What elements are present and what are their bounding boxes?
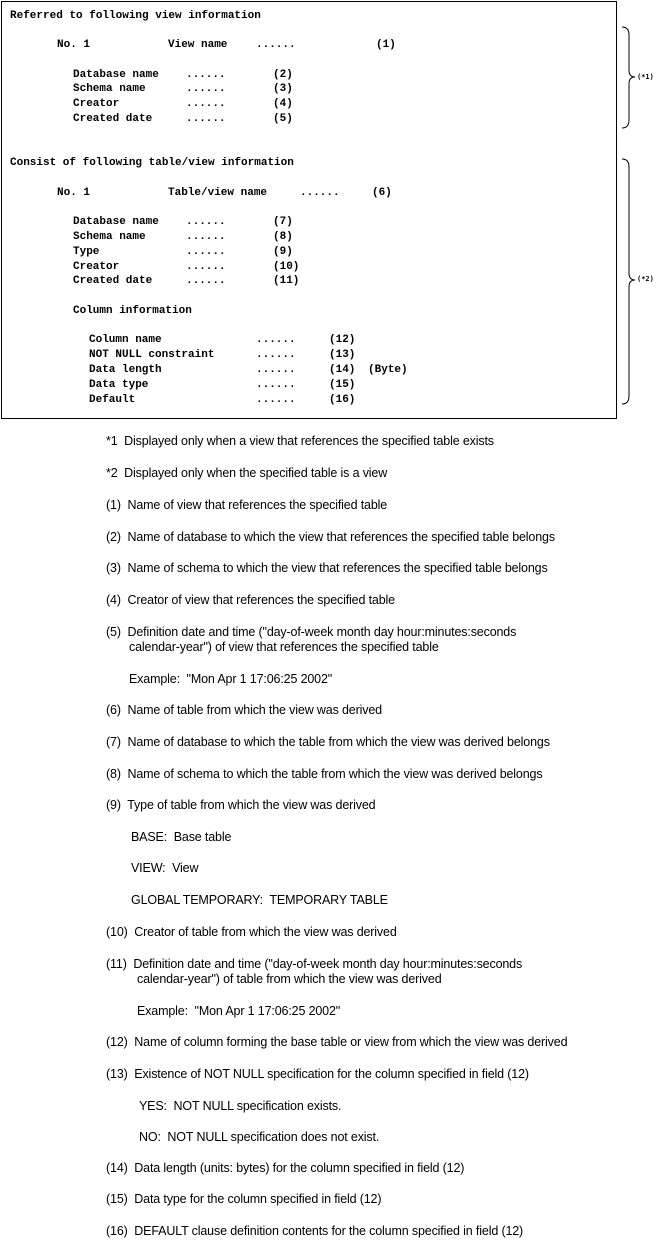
note-1: *1 Displayed only when a view that references the specified table exists	[106, 434, 494, 448]
column-field-dots: ......	[256, 379, 296, 391]
column-field-label: Default	[89, 394, 136, 406]
column-field-dots: ......	[256, 349, 296, 361]
column-field-dots: ......	[256, 394, 296, 406]
view-name-label: View name	[168, 39, 228, 51]
table-field-label: Type	[73, 246, 100, 258]
desc-5-example: Example: "Mon Apr 1 17:06:25 2002"	[129, 672, 333, 686]
view-field-dots: ......	[186, 98, 226, 110]
table-name-dots: ......	[300, 187, 340, 199]
column-info-heading: Column information	[73, 305, 192, 317]
column-field-label: Data length	[89, 364, 162, 376]
table-field-label: Schema name	[73, 231, 146, 243]
view-info-heading: Referred to following view information	[10, 10, 261, 22]
view-number: No. 1	[57, 39, 91, 51]
column-field-label: Data type	[89, 379, 149, 391]
desc-14: (14) Data length (units: bytes) for the column specified in field (12)	[106, 1161, 465, 1175]
column-field-label: NOT NULL constraint	[89, 349, 215, 361]
desc-11-example: Example: "Mon Apr 1 17:06:25 2002"	[137, 1004, 341, 1018]
column-field-label: Column name	[89, 334, 162, 346]
desc-1: (1) Name of view that references the specified table	[106, 498, 388, 512]
view-field-ref: (3)	[273, 83, 293, 95]
view-field-dots: ......	[186, 113, 226, 125]
column-field-ref: (15)	[329, 379, 356, 391]
column-field-ref: (13)	[329, 349, 356, 361]
column-field-dots: ......	[256, 334, 296, 346]
table-field-ref: (11)	[273, 275, 300, 287]
desc-11-cont: calendar-year") of table from which the view was derived	[137, 972, 442, 986]
table-name-label: Table/view name	[168, 187, 268, 199]
type-global-temporary: GLOBAL TEMPORARY: TEMPORARY TABLE	[131, 893, 388, 907]
view-field-dots: ......	[186, 83, 226, 95]
view-field-label: Created date	[73, 113, 153, 125]
column-field-unit: (Byte)	[368, 364, 408, 376]
note-2: *2 Displayed only when the specified table is a view	[106, 466, 388, 480]
table-field-dots: ......	[186, 216, 226, 228]
table-field-dots: ......	[186, 246, 226, 258]
table-number: No. 1	[57, 187, 91, 199]
table-field-ref: (10)	[273, 261, 300, 273]
table-field-ref: (8)	[273, 231, 293, 243]
brace-1-label: (*1)	[637, 73, 654, 81]
table-field-label: Database name	[73, 216, 159, 228]
desc-15: (15) Data type for the column specified in field (12)	[106, 1192, 382, 1206]
type-view: VIEW: View	[131, 861, 199, 875]
desc-11: (11) Definition date and time ("day-of-week month day hour:minutes:seconds	[106, 957, 523, 971]
brace-2-label: (*2)	[637, 275, 654, 283]
desc-13: (13) Existence of NOT NULL specification for the column specified in field (12)	[106, 1067, 529, 1081]
type-base: BASE: Base table	[131, 830, 232, 844]
brace-1	[620, 26, 636, 130]
view-field-dots: ......	[186, 69, 226, 81]
desc-16: (16) DEFAULT clause definition contents for the column specified in field (12)	[106, 1224, 524, 1238]
table-field-label: Creator	[73, 261, 120, 273]
table-field-dots: ......	[186, 231, 226, 243]
desc-10: (10) Creator of table from which the view was derived	[106, 925, 397, 939]
desc-5-cont: calendar-year") of view that references the specified table	[129, 640, 439, 654]
table-field-ref: (9)	[273, 246, 293, 258]
desc-3: (3) Name of schema to which the view that references the specified table belongs	[106, 561, 548, 575]
column-field-ref: (16)	[329, 394, 356, 406]
view-field-label: Creator	[73, 98, 120, 110]
view-field-ref: (2)	[273, 69, 293, 81]
desc-7: (7) Name of database to which the table from which the view was derived belongs	[106, 735, 550, 749]
desc-9: (9) Type of table from which the view was derived	[106, 798, 376, 812]
null-yes: YES: NOT NULL specification exists.	[139, 1099, 342, 1113]
desc-2: (2) Name of database to which the view that references the specified table belongs	[106, 530, 555, 544]
desc-6: (6) Name of table from which the view was derived	[106, 703, 382, 717]
view-field-label: Database name	[73, 69, 159, 81]
column-field-ref: (12)	[329, 334, 356, 346]
desc-12: (12) Name of column forming the base table or view from which the view was derived	[106, 1035, 568, 1049]
table-field-dots: ......	[186, 261, 226, 273]
view-field-ref: (4)	[273, 98, 293, 110]
view-name-ref: (1)	[376, 39, 396, 51]
table-info-heading: Consist of following table/view information	[10, 157, 294, 169]
desc-5: (5) Definition date and time ("day-of-week month day hour:minutes:seconds	[106, 625, 517, 639]
table-field-ref: (7)	[273, 216, 293, 228]
column-field-ref: (14)	[329, 364, 356, 376]
view-name-dots: ......	[256, 39, 296, 51]
table-field-label: Created date	[73, 275, 153, 287]
table-field-dots: ......	[186, 275, 226, 287]
desc-4: (4) Creator of view that references the specified table	[106, 593, 395, 607]
table-name-ref: (6)	[372, 187, 392, 199]
column-field-dots: ......	[256, 364, 296, 376]
view-field-label: Schema name	[73, 83, 146, 95]
desc-8: (8) Name of schema to which the table from which the view was derived belongs	[106, 767, 543, 781]
brace-2	[620, 158, 636, 406]
null-no: NO: NOT NULL specification does not exist.	[139, 1130, 380, 1144]
view-field-ref: (5)	[273, 113, 293, 125]
